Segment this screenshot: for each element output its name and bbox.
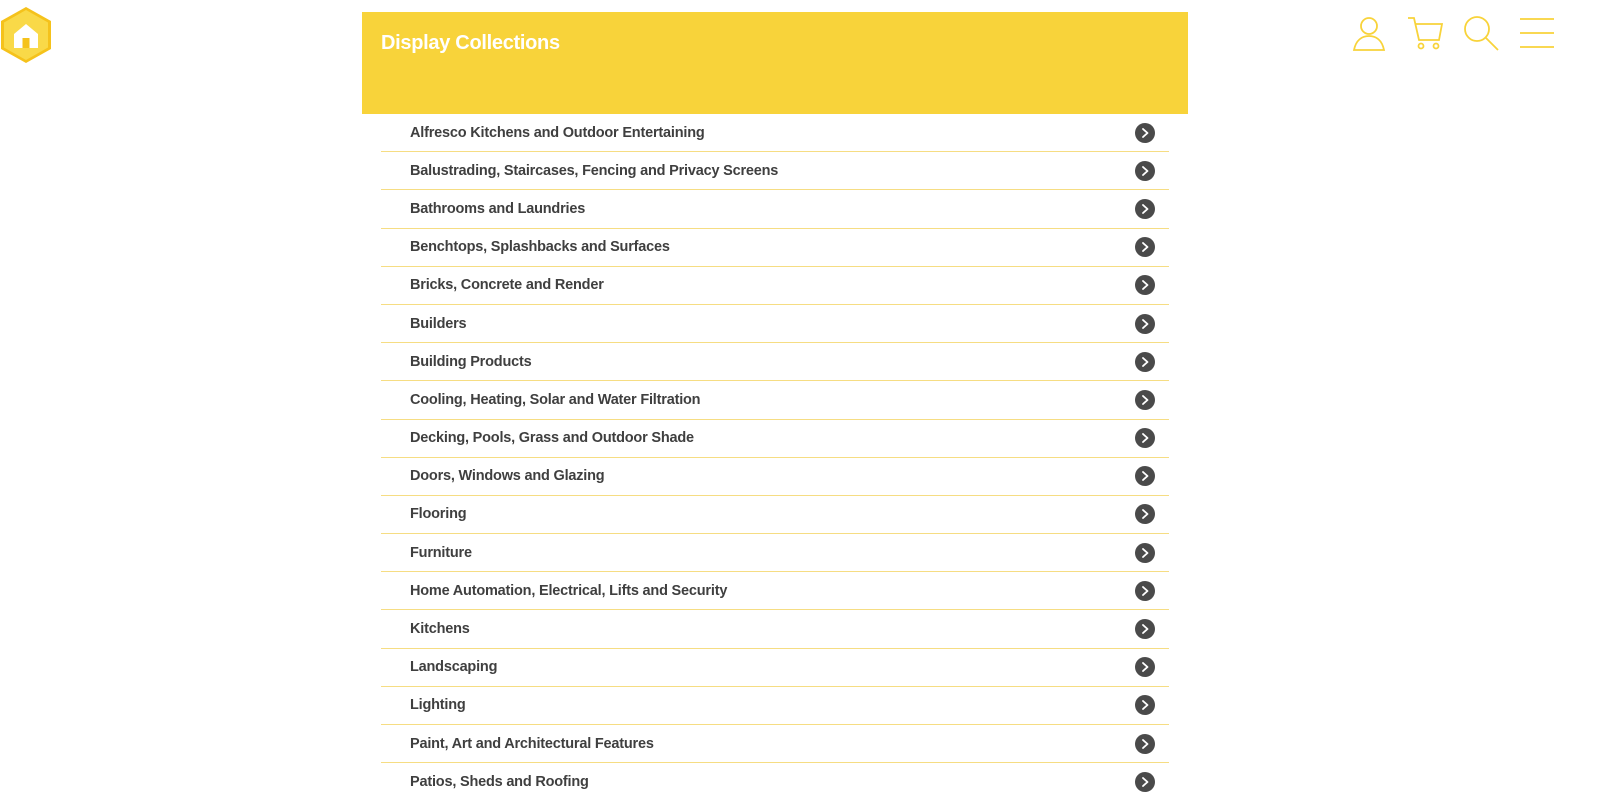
collection-item[interactable] — [381, 610, 1169, 648]
collection-item-label: Bathrooms and Laundries — [410, 200, 586, 217]
collection-item[interactable] — [381, 725, 1169, 763]
collection-item-label: Builders — [410, 315, 467, 332]
chevron-right-icon[interactable] — [1135, 772, 1155, 792]
collection-item[interactable] — [381, 343, 1169, 381]
collection-item[interactable] — [381, 381, 1169, 419]
collection-item-label: Building Products — [410, 353, 532, 370]
collection-item-label: Benchtops, Splashbacks and Surfaces — [410, 239, 670, 256]
collection-item-label: Decking, Pools, Grass and Outdoor Shade — [410, 430, 694, 447]
collection-item-label: Alfresco Kitchens and Outdoor Entertaining — [410, 124, 705, 141]
collection-item[interactable] — [381, 229, 1169, 267]
collection-item-label: Furniture — [410, 544, 472, 561]
header-icons — [1350, 14, 1556, 52]
collection-item-label: Balustrading, Staircases, Fencing and Privacy Screens — [410, 162, 779, 179]
collection-item-label: Lighting — [410, 697, 466, 714]
collection-item[interactable] — [381, 458, 1169, 496]
chevron-right-icon[interactable] — [1135, 657, 1155, 677]
chevron-right-icon[interactable] — [1135, 543, 1155, 563]
collection-item-label: Cooling, Heating, Solar and Water Filtration — [410, 391, 701, 408]
collection-list — [381, 114, 1169, 801]
chevron-right-icon[interactable] — [1135, 581, 1155, 601]
collection-item[interactable] — [381, 152, 1169, 190]
chevron-right-icon[interactable] — [1135, 390, 1155, 410]
panel-title: Display Collections — [381, 32, 560, 54]
chevron-right-icon[interactable] — [1135, 466, 1155, 486]
search-icon[interactable] — [1462, 14, 1500, 52]
collection-item[interactable] — [381, 572, 1169, 610]
collection-item[interactable] — [381, 420, 1169, 458]
collection-item-label: Home Automation, Electrical, Lifts and Security — [410, 582, 728, 599]
chevron-right-icon[interactable] — [1135, 352, 1155, 372]
chevron-right-icon[interactable] — [1135, 695, 1155, 715]
menu-icon[interactable] — [1518, 14, 1556, 52]
collection-item-label: Flooring — [410, 506, 467, 523]
collection-item-label: Landscaping — [410, 659, 498, 676]
collection-item[interactable] — [381, 305, 1169, 343]
collection-item[interactable] — [381, 496, 1169, 534]
collection-item[interactable] — [381, 114, 1169, 152]
collection-item[interactable] — [381, 267, 1169, 305]
collection-item-label: Doors, Windows and Glazing — [410, 468, 605, 485]
cart-icon[interactable] — [1406, 14, 1444, 52]
chevron-right-icon[interactable] — [1135, 314, 1155, 334]
display-collections-panel — [362, 12, 1188, 801]
chevron-right-icon[interactable] — [1135, 504, 1155, 524]
collection-item-label: Bricks, Concrete and Render — [410, 277, 604, 294]
collection-item[interactable] — [381, 534, 1169, 572]
collection-item-label: Kitchens — [410, 621, 470, 638]
chevron-right-icon[interactable] — [1135, 161, 1155, 181]
collection-item[interactable] — [381, 190, 1169, 228]
user-icon[interactable] — [1350, 14, 1388, 52]
collection-item[interactable] — [381, 687, 1169, 725]
panel-header — [362, 12, 1188, 114]
collection-item[interactable] — [381, 763, 1169, 801]
home-logo[interactable] — [0, 6, 52, 64]
home-hexagon-icon — [0, 6, 52, 64]
chevron-right-icon[interactable] — [1135, 275, 1155, 295]
chevron-right-icon[interactable] — [1135, 619, 1155, 639]
collection-item-label: Patios, Sheds and Roofing — [410, 774, 589, 791]
chevron-right-icon[interactable] — [1135, 123, 1155, 143]
collection-item-label: Paint, Art and Architectural Features — [410, 735, 654, 752]
chevron-right-icon[interactable] — [1135, 199, 1155, 219]
chevron-right-icon[interactable] — [1135, 237, 1155, 257]
collection-item[interactable] — [381, 649, 1169, 687]
chevron-right-icon[interactable] — [1135, 734, 1155, 754]
chevron-right-icon[interactable] — [1135, 428, 1155, 448]
